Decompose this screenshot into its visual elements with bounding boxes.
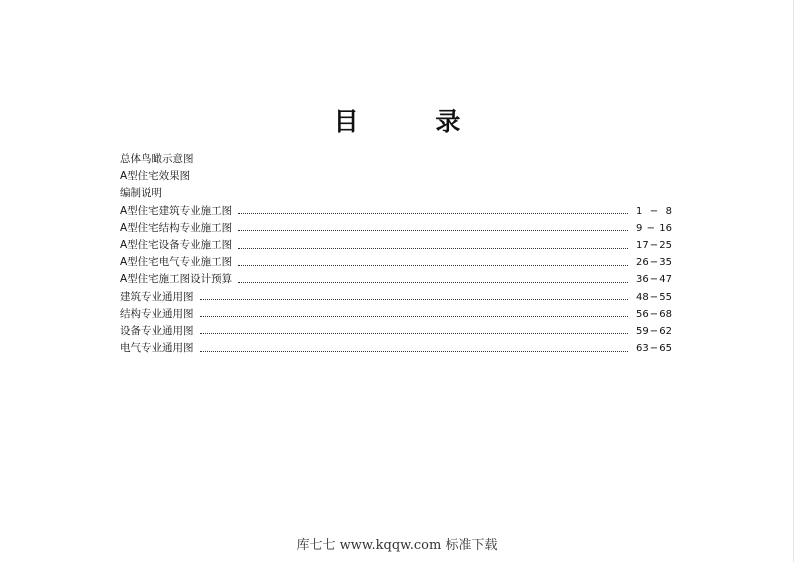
toc-entry-title: A型住宅电气专业施工图 [120, 256, 233, 269]
page-range [636, 254, 672, 271]
toc-entry[interactable] [120, 185, 672, 202]
dot-leader [238, 229, 628, 231]
page-dash: − [649, 308, 659, 320]
page-end: 16 [659, 222, 672, 234]
page-dash: − [649, 239, 659, 251]
page-end: 68 [659, 308, 672, 320]
page-end: 55 [659, 291, 672, 303]
page-end: 35 [659, 257, 672, 269]
page-start: 56 [636, 308, 649, 320]
page-end: 47 [659, 274, 672, 286]
toc-entry-title: 建筑专业通用图 [120, 290, 194, 303]
toc-entry-title: A型住宅建筑专业施工图 [120, 204, 233, 217]
page-end: 65 [659, 343, 672, 355]
page-dash: − [649, 325, 659, 337]
page-start: 1 [636, 205, 643, 217]
dot-leader [238, 247, 628, 249]
toc-entry[interactable] [120, 289, 672, 306]
dot-leader [238, 264, 628, 266]
page-dash: − [649, 343, 659, 355]
toc-entry-title: A型住宅效果图 [120, 170, 191, 183]
dot-leader [238, 281, 628, 283]
toc-entry-title: A型住宅结构专业施工图 [120, 221, 233, 234]
toc-entry-title: 编制说明 [120, 187, 162, 200]
page-start: 63 [636, 343, 649, 355]
page-range [636, 237, 672, 254]
page-range [636, 220, 672, 237]
toc-entry-title: 设备专业通用图 [120, 324, 194, 337]
page-end: 62 [659, 325, 672, 337]
page-start: 36 [636, 274, 649, 286]
dot-leader [238, 212, 628, 214]
toc-entry-title: 电气专业通用图 [120, 342, 194, 355]
page-start: 26 [636, 257, 649, 269]
toc-entry[interactable] [120, 323, 672, 340]
page-range [636, 340, 672, 357]
page-end: 25 [659, 239, 672, 251]
toc-entry[interactable] [120, 203, 672, 220]
page-dash: − [649, 257, 659, 269]
page-start: 17 [636, 239, 649, 251]
page-range [636, 323, 672, 340]
toc-entry[interactable] [120, 254, 672, 271]
page-end: 8 [665, 205, 672, 217]
toc-entry-title: A型住宅施工图设计预算 [120, 273, 233, 286]
page-dash: − [649, 274, 659, 286]
toc-entry-title: A型住宅设备专业施工图 [120, 238, 233, 251]
toc-entry[interactable] [120, 237, 672, 254]
page-title: 目 录 [333, 107, 495, 136]
page-range [636, 306, 672, 323]
footer-watermark: 库七七 www.kqqw.com 标准下载 [296, 538, 498, 553]
toc-entry[interactable] [120, 151, 672, 168]
page-start: 59 [636, 325, 649, 337]
page-range [636, 203, 672, 220]
page-start: 9 [636, 222, 643, 234]
table-of-contents [120, 151, 672, 357]
dot-leader [200, 315, 629, 317]
toc-entry[interactable] [120, 340, 672, 357]
page-start: 48 [636, 291, 649, 303]
dot-leader [200, 332, 629, 334]
toc-entry[interactable] [120, 271, 672, 288]
toc-entry[interactable] [120, 220, 672, 237]
page-dash: − [649, 205, 659, 217]
page-range [636, 271, 672, 288]
toc-entry[interactable] [120, 306, 672, 323]
page-dash: − [649, 291, 659, 303]
toc-entry-title: 总体鸟瞰示意图 [120, 153, 194, 165]
toc-entry-title: 结构专业通用图 [120, 307, 194, 320]
page-range [636, 289, 672, 306]
page-dash: − [646, 222, 656, 234]
dot-leader [200, 350, 629, 352]
toc-entry[interactable] [120, 168, 672, 185]
dot-leader [200, 298, 629, 300]
